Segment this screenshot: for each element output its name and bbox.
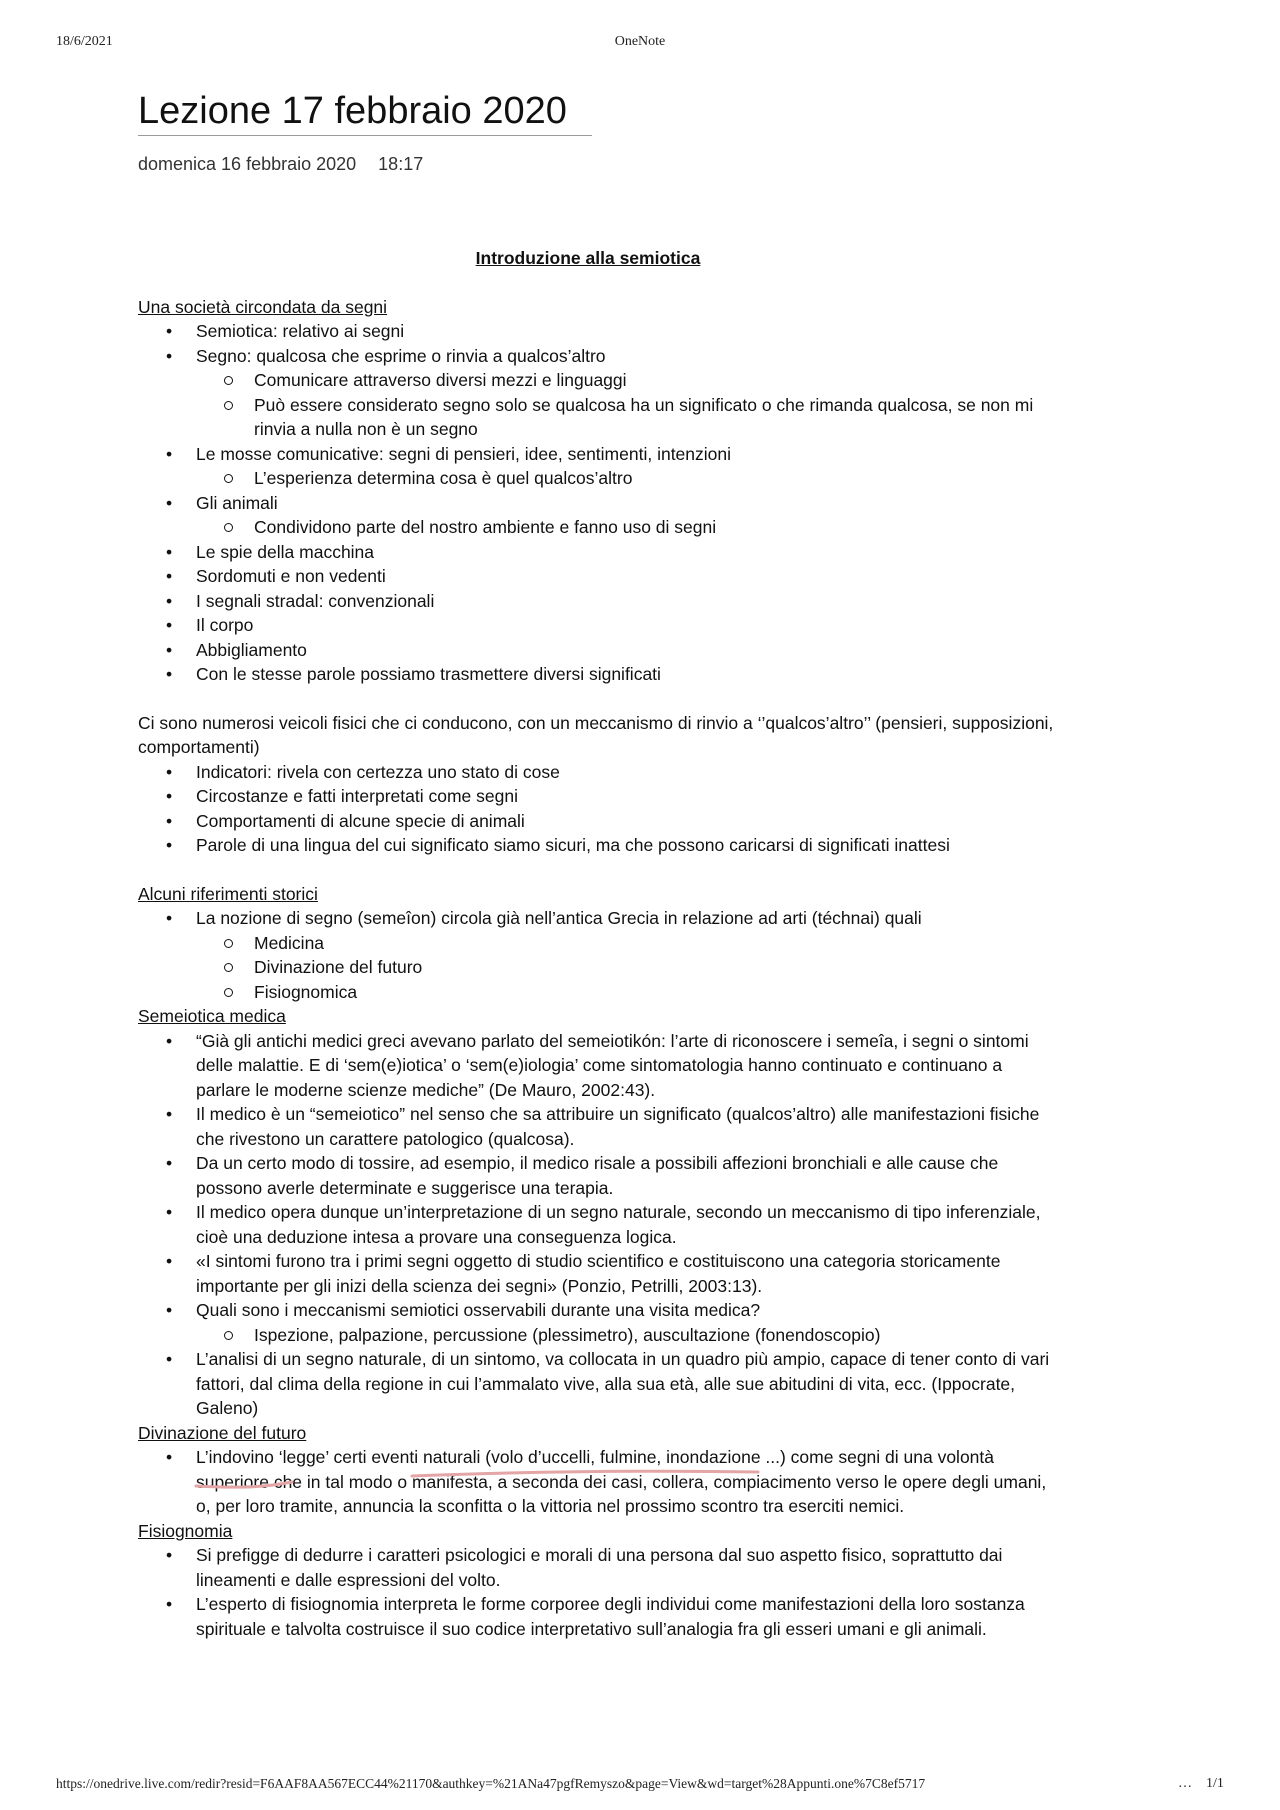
section-heading: Divinazione del futuro [138, 1422, 307, 1443]
list-item [138, 1298, 1058, 1347]
list-item [138, 442, 1058, 491]
bullet-list [138, 1445, 1058, 1519]
paragraph: Ci sono numerosi veicoli fisici che ci conducono, con un meccanismo di rinvio a ‘’qualcos’altro’’ (pensieri, supposizioni, comportamenti) [138, 712, 1054, 757]
list-item: • Da un certo modo di tossire, ad esempio, il medico risale a possibili affezioni bronchiali e alle cause che possono averle determinate e suggerisce una terapia. [138, 1151, 1058, 1200]
print-url-ellipsis: … [1178, 1776, 1192, 1791]
print-app-name: OneNote [614, 34, 666, 49]
sub-list [196, 466, 1058, 491]
bullet-list [138, 319, 1058, 687]
section-heading: Una società circondata da segni [138, 296, 388, 317]
list-item: • Il corpo [138, 613, 1058, 638]
section-heading: Alcuni riferimenti storici [138, 883, 318, 904]
page-date: domenica 16 febbraio 2020 [138, 154, 357, 174]
list-item: • L’analisi di un segno naturale, di un sintomo, va collocata in un quadro più ampio, capace di tener conto di vari fattori, dal clima della regione in cui l’ammalato vive, alla sua età, alle sue abitudini di vita, ecc. (Ippocrate, Galeno) [138, 1347, 1058, 1421]
list-item-text: Quali sono i meccanismi semiotici osservabili durante una visita medica? [196, 1300, 761, 1320]
list-item: • Parole di una lingua del cui significato siamo sicuri, ma che possono caricarsi di significati inattesi [138, 833, 1058, 858]
bullet-list [138, 906, 1058, 1004]
sub-list [196, 1323, 1058, 1348]
list-item-text: Le mosse comunicative: segni di pensieri, idee, sentimenti, intenzioni [196, 443, 732, 464]
print-date: 18/6/2021 [56, 34, 113, 49]
sub-list-item: Comunicare attraverso diversi mezzi e linguaggi [138, 368, 1058, 393]
list-item [138, 491, 1058, 540]
list-item [138, 906, 1058, 1004]
print-page-number: 1/1 [1206, 1776, 1224, 1791]
sub-list-item: Può essere considerato segno solo se qualcosa ha un significato o che rimanda qualcosa, se non mi rinvia a nulla non è un segno [138, 393, 1058, 442]
list-item: • Il medico è un “semeiotico” nel senso che sa attribuire un significato (qualcos’altro) alle manifestazioni fisiche che rivestono un carattere patologico (qualcosa). [138, 1102, 1058, 1151]
list-item: • Circostanze e fatti interpretati come segni [138, 784, 1058, 809]
page-datetime [138, 154, 423, 175]
list-item-text: Gli animali [196, 492, 278, 513]
page-time: 18:17 [378, 154, 424, 174]
print-url: https://onedrive.live.com/redir?resid=F6AAF8AA567ECC44%21170&authkey=%21ANa47pgfRemyszo&page=View&wd=target%28Appunti.one%7C8ef5717 [56, 1776, 926, 1791]
list-item: • Comportamenti di alcune specie di animali [138, 809, 1058, 834]
list-item: • Le spie della macchina [138, 540, 1058, 565]
list-item: • Sordomuti e non vedenti [138, 564, 1058, 589]
list-item: • L’indovino ‘legge’ certi eventi naturali (volo d’uccelli, fulmine, inondazione ...) come segni di una volontà superiore che in tal modo o manifesta, a seconda dei casi, collera, compiacimento verso le opere degli umani, o, per loro tramite, annuncia la sconfitta o la vittoria nel prossimo scontro tra eserciti nemici. [138, 1445, 1058, 1519]
list-item: • Con le stesse parole possiamo trasmettere diversi significati [138, 662, 1058, 687]
page-title: Lezione 17 febbraio 2020 [138, 90, 592, 136]
list-item: • «I sintomi furono tra i primi segni oggetto di studio scientifico e costituiscono una categoria storicamente importante per gli inizi della scienza dei segni» (Ponzio, Petrilli, 2003:13). [138, 1249, 1058, 1298]
section-heading: Fisiognomia [138, 1520, 233, 1541]
sub-list-item: Ispezione, palpazione, percussione (plessimetro), auscultazione (fonendoscopio) [138, 1323, 1058, 1348]
sub-list [196, 368, 1058, 442]
bullet-list [138, 1029, 1058, 1421]
list-item-text: La nozione di segno (semeîon) circola già nell’antica Grecia in relazione ad arti (téchnai) quali [196, 908, 922, 928]
sub-list [196, 931, 1058, 1005]
main-heading: Introduzione alla semiotica [475, 248, 701, 268]
list-item: • Indicatori: rivela con certezza uno stato di cose [138, 760, 1058, 785]
list-item [138, 344, 1058, 442]
list-item: • Il medico opera dunque un’interpretazione di un segno naturale, secondo un meccanismo di tipo inferenziale, cioè una deduzione intesa a provare una conseguenza logica. [138, 1200, 1058, 1249]
sub-list-item: L’esperienza determina cosa è quel qualcos’altro [138, 466, 1058, 491]
list-item: • I segnali stradal: convenzionali [138, 589, 1058, 614]
list-item: • Abbigliamento [138, 638, 1058, 663]
list-item: • Semiotica: relativo ai segni [138, 319, 1058, 344]
sub-list-item: Divinazione del futuro [138, 955, 1058, 980]
bullet-list [138, 760, 1058, 858]
list-item: • L’esperto di fisiognomia interpreta le forme corporee degli individui come manifestazioni della loro sostanza spirituale e talvolta costruisce il suo codice interpretativo sull’analogia fra gli esseri umani e gli animali. [138, 1592, 1058, 1641]
list-item: • “Già gli antichi medici greci avevano parlato del semeiotikón: l’arte di riconoscere i semeîa, i segni o sintomi delle malattie. E di ‘sem(e)iotica’ o ‘sem(e)iologia’ come sintomatologia hanno continuato e continuano a parlare le moderne scienze mediche” (De Mauro, 2002:43). [138, 1029, 1058, 1103]
bullet-list [138, 1543, 1058, 1641]
sub-list [196, 515, 1058, 540]
sub-list-item: Condividono parte del nostro ambiente e fanno uso di segni [138, 515, 1058, 540]
list-item: • Si prefigge di dedurre i caratteri psicologici e morali di una persona dal suo aspetto fisico, soprattutto dai lineamenti e dalle espressioni del volto. [138, 1543, 1058, 1592]
list-item-text: Segno: qualcosa che esprime o rinvia a qualcos’altro [196, 345, 606, 366]
sub-list-item: Medicina [138, 931, 1058, 956]
note-content [138, 246, 1058, 1641]
sub-list-item: Fisiognomica [138, 980, 1058, 1005]
section-heading: Semeiotica medica [138, 1006, 286, 1026]
